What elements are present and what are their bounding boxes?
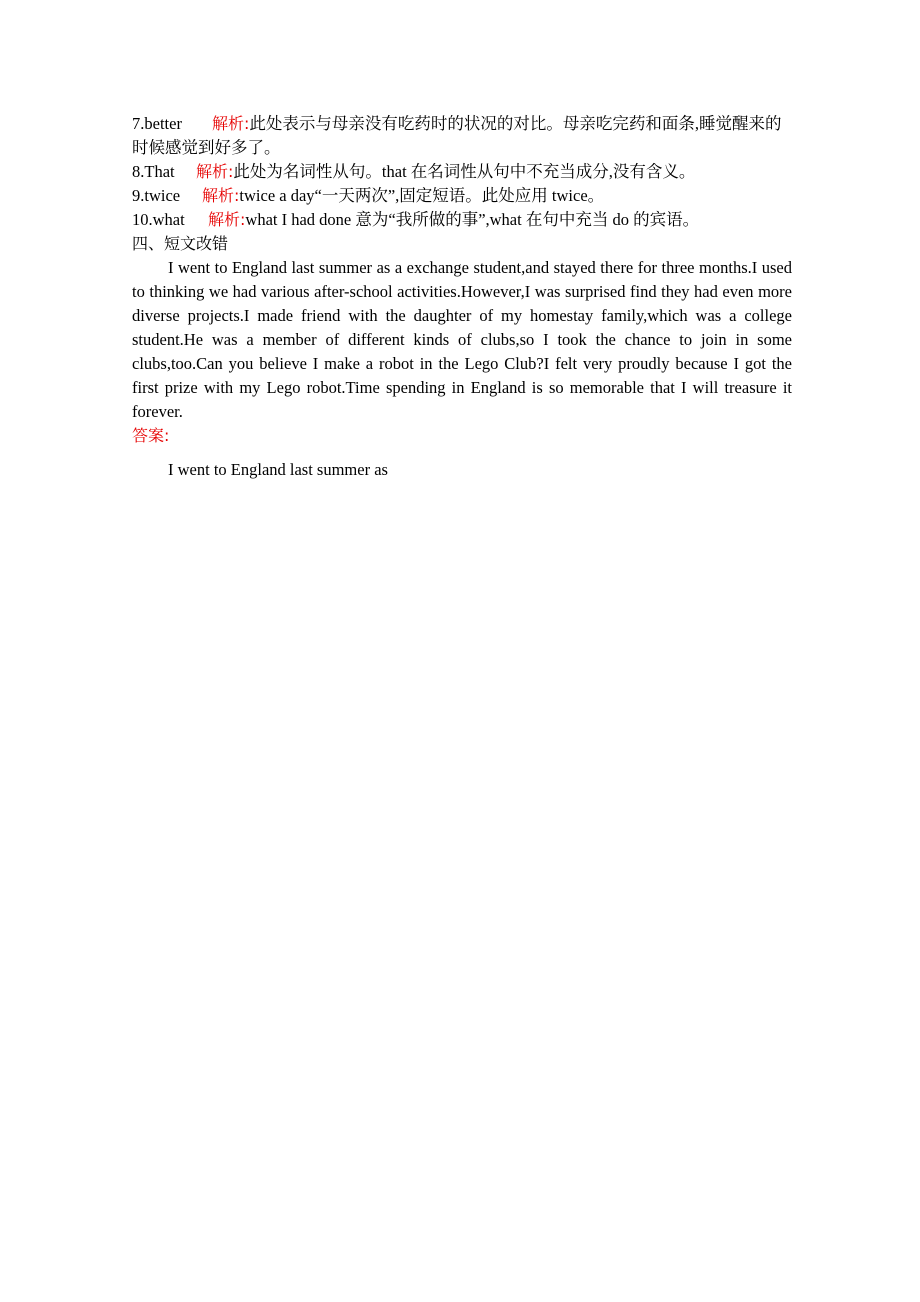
item-9-explanation: twice a day“一天两次”,固定短语。此处应用 twice。 xyxy=(239,186,605,205)
item-10-explanation: what I had done 意为“我所做的事”,what 在句中充当 do 的宾语。 xyxy=(245,210,700,229)
item-8-label: 解析: xyxy=(196,162,234,181)
item-8-explanation: 此处为名词性从句。that 在名词性从句中不充当成分,没有含义。 xyxy=(233,162,696,181)
item-7-label: 解析: xyxy=(212,114,250,133)
item-7 xyxy=(132,112,792,160)
answer-label: 答案: xyxy=(132,426,170,445)
item-10-label: 解析: xyxy=(208,210,246,229)
item-7-explanation: 此处表示与母亲没有吃药时的状况的对比。母亲吃完药和面条,睡觉醒来的时候感觉到好多了。 xyxy=(132,114,782,157)
item-10-answer: 10.what xyxy=(132,210,185,229)
item-9-label: 解析: xyxy=(202,186,240,205)
item-9 xyxy=(132,184,792,208)
essay-paragraph: I went to England last summer as a exchange student,and stayed there for three months.I used to thinking we had various after-school activities.However,I was surprised find they had even more diverse projects.I made friend with the daughter of my homestay family,which was a college student.He was a member of different kinds of clubs,so I took the chance to join in some clubs,too.Can you believe I make a robot in the Lego Club?I felt very proudly because I got the first prize with my Lego robot.Time spending in England is so memorable that I will treasure it forever. xyxy=(132,258,792,421)
item-10 xyxy=(132,208,792,232)
answer-text: I went to England last summer as xyxy=(168,460,388,479)
document-page xyxy=(132,112,792,482)
item-8 xyxy=(132,160,792,184)
section-title: 四、短文改错 xyxy=(132,234,229,253)
item-7-answer: 7.better xyxy=(132,114,182,133)
item-9-answer: 9.twice xyxy=(132,186,181,205)
item-8-answer: 8.That xyxy=(132,162,175,181)
